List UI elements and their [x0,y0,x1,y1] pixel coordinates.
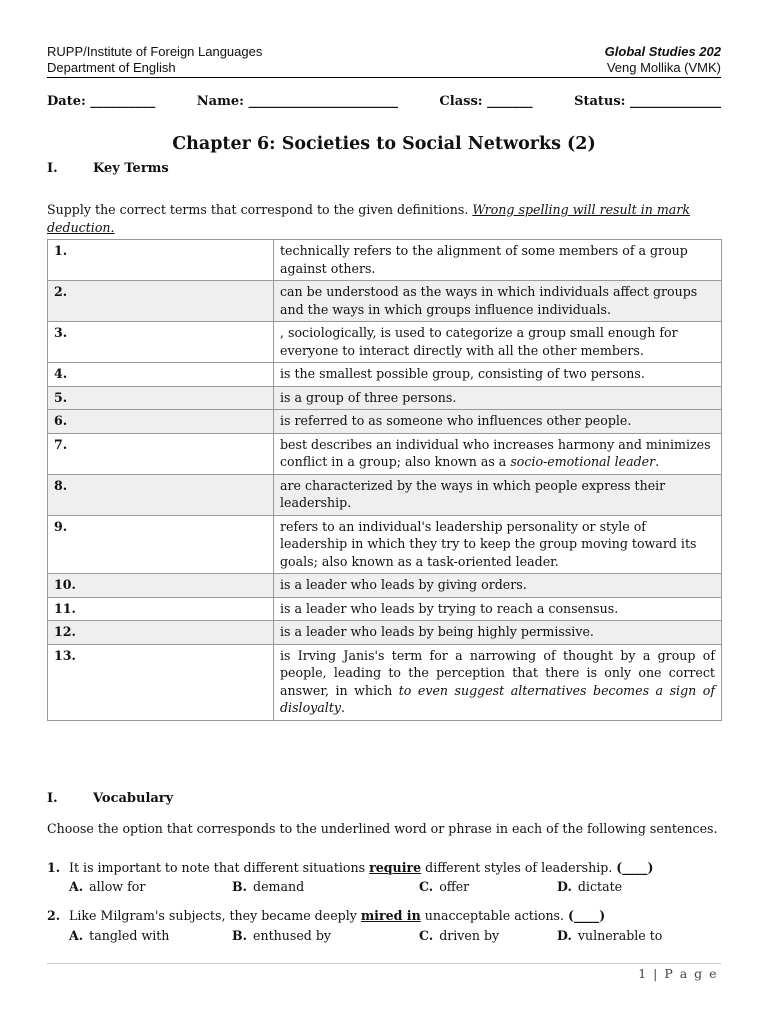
institution-name: RUPP/Institute of Foreign Languages [47,44,263,59]
term-number: 1. [54,243,68,258]
header-left [47,44,262,76]
term-number: 3. [54,325,68,340]
page-title: Chapter 6: Societies to Social Networks (2) [172,134,596,154]
term-answer-cell[interactable] [48,281,274,322]
term-row [48,281,722,322]
department-name: Department of English [47,60,176,75]
term-definition [274,474,722,515]
term-row [48,621,722,645]
term-definition [274,433,722,474]
term-answer-cell[interactable] [48,363,274,387]
section-title: Key Terms [93,161,169,176]
term-number: 6. [54,413,68,428]
term-answer-cell[interactable] [48,433,274,474]
class-field[interactable]: Class: _______ [439,94,533,109]
term-number: 9. [54,518,68,534]
option-b[interactable]: B. enthused by [232,928,332,943]
name-field[interactable]: Name: _______________________ [196,94,398,109]
definition-text: is a group of three persons. [280,389,457,405]
term-row [48,322,722,363]
term-number: 2. [54,284,68,299]
definition-text: is Irving Janis's term for a narrowing of thought by a group of people, leading to the perception that there is only one correct answer, in which [280,647,715,698]
term-answer-cell[interactable] [48,386,274,410]
term-definition [274,597,722,621]
term-row [48,240,722,281]
term-row [48,644,722,720]
term-number: 8. [54,477,68,493]
term-answer-cell[interactable] [48,410,274,434]
option-d[interactable]: D. vulnerable to [557,928,663,943]
term-definition [274,386,722,410]
instruction-text: Supply the correct terms that correspond to the given definitions. [47,202,473,217]
term-definition [274,574,722,598]
option-c[interactable]: C. offer [419,879,470,894]
definition-text: technically refers to the alignment of some members of a group against others. [280,243,688,276]
question-text: It is important to note that different situations [69,860,370,875]
term-definition [274,322,722,363]
term-row [48,597,722,621]
section-heading-key-terms [47,161,169,176]
term-number: 5. [54,389,68,405]
term-number: 4. [54,366,68,381]
term-definition [274,644,722,720]
term-row [48,474,722,515]
definition-text-end: . [655,454,660,469]
term-answer-cell[interactable] [48,515,274,574]
instructor-name: Veng Mollika (VMK) [606,60,721,75]
definition-text: is a leader who leads by giving orders. [280,577,527,592]
option-a[interactable]: A. tangled with [69,928,170,943]
question-number: 1. [47,860,61,875]
term-definition [274,363,722,387]
question-text-end: different styles of leadership. [421,860,617,875]
term-row [48,386,722,410]
definition-text: is referred to as someone who influences other people. [280,413,632,428]
date-field[interactable]: Date: __________ [47,94,156,109]
term-answer-cell[interactable] [48,574,274,598]
term-definition [274,621,722,645]
term-number: 12. [54,624,76,639]
page-number: 1 | P a g e [638,966,718,981]
key-terms-table [47,239,722,721]
term-row [48,433,722,474]
section-title: Vocabulary [93,791,174,806]
answer-blank[interactable]: (____) [616,860,654,875]
term-row [48,515,722,574]
course-name: Global Studies 202 [604,44,721,59]
header-right [605,44,721,76]
answer-blank[interactable]: (____) [568,908,606,923]
key-terms-instruction [47,201,721,237]
term-definition [274,515,722,574]
underlined-keyword: mired in [360,908,421,923]
term-row [48,410,722,434]
term-row [48,574,722,598]
definition-text: is a leader who leads by being highly permissive. [280,624,594,639]
definition-text: can be understood as the ways in which individuals affect groups and the ways in which groups influence individuals. [280,284,698,317]
term-definition [274,281,722,322]
definition-text: is a leader who leads by trying to reach a consensus. [280,600,619,616]
term-number: 13. [54,647,76,663]
student-info-row [47,94,721,109]
section-number: I. [47,161,58,176]
question-text-end: unacceptable actions. [420,908,569,923]
definition-text: is the smallest possible group, consisting of two persons. [280,366,645,381]
spelling-warning: Wrong spelling will result in mark deduction [47,202,690,235]
definition-text-end: . [341,700,346,715]
term-number: 11. [54,600,76,616]
section-heading-vocabulary [47,791,173,806]
term-answer-cell[interactable] [48,322,274,363]
term-answer-cell[interactable] [48,597,274,621]
term-number: 7. [54,436,68,452]
option-b[interactable]: B. demand [232,879,305,894]
term-definition [274,240,722,281]
option-d[interactable]: D. dictate [557,879,623,894]
status-field[interactable]: Status: ______________ [574,94,721,109]
term-answer-cell[interactable] [48,644,274,720]
definition-text: best describes an individual who increases harmony and minimizes conflict in a group; also known as a [280,436,711,469]
definition-italic-text: socio-emotional leader [510,454,656,469]
question-1 [47,859,721,877]
definition-italic-text: to even suggest alternatives becomes a sign of disloyalty [280,682,715,715]
term-answer-cell[interactable] [48,474,274,515]
option-c[interactable]: C. driven by [419,928,500,943]
term-answer-cell[interactable] [48,621,274,645]
definition-text: , sociologically, is used to categorize a group small enough for everyone to interact directly with all the other members. [280,325,678,358]
spelling-warning-end: . [110,220,115,235]
term-number: 10. [54,577,76,592]
underlined-keyword: require [369,860,422,875]
term-answer-cell[interactable] [48,240,274,281]
question-text: Like Milgram's subjects, they became deeply [69,908,361,923]
header-divider [47,77,721,78]
question-number: 2. [47,908,61,923]
definition-text: are characterized by the ways in which people express their leadership. [280,477,666,510]
question-2 [47,907,721,925]
option-a[interactable]: A. allow for [69,879,146,894]
term-definition [274,410,722,434]
definition-text: refers to an individual's leadership personality or style of leadership in which they try to keep the group moving toward its goals; also known as a task-oriented leader. [280,518,697,569]
vocabulary-instruction: Choose the option that corresponds to the underlined word or phrase in each of the following sentences. [47,821,718,836]
term-row [48,363,722,387]
section-number: I. [47,791,58,806]
footer-divider [47,963,721,964]
